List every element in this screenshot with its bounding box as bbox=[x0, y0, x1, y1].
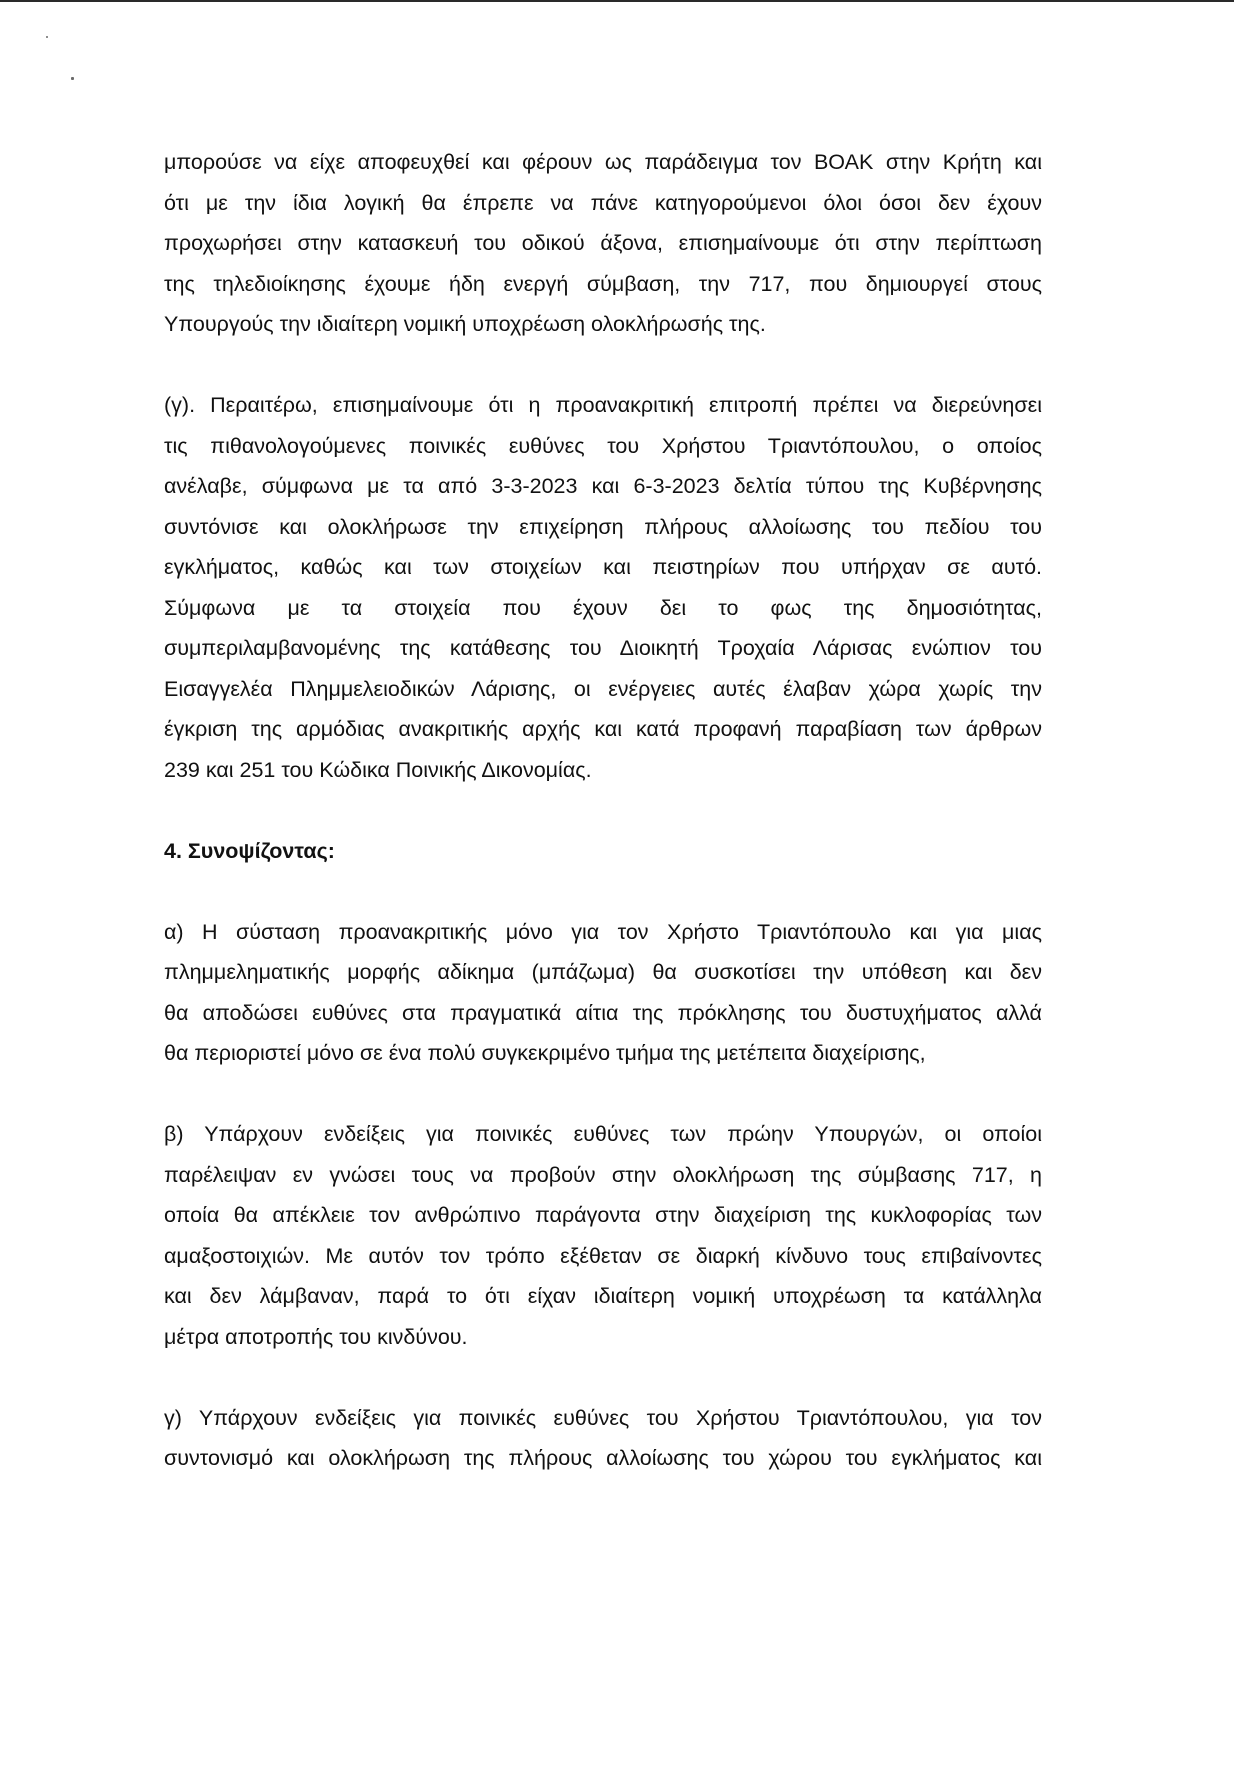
text-line: συντόνισε και ολοκλήρωσε την επιχείρηση πλήρους αλλοίωσης του πεδίου του bbox=[164, 514, 1042, 539]
text-line: (γ). Περαιτέρω, επισημαίνουμε ότι η προανακριτική επιτροπή πρέπει να διερεύνησει bbox=[164, 393, 1042, 417]
paragraph-gap bbox=[164, 790, 1042, 831]
text-line: Εισαγγελέα Πλημμελειοδικών Λάρισης, οι ενέργειες αυτές έλαβαν χώρα χωρίς την bbox=[164, 676, 1042, 701]
text-line: οποία θα απέκλειε τον ανθρώπινο παράγοντα στην διαχείριση της κυκλοφορίας των bbox=[164, 1203, 1042, 1227]
text-line: ανέλαβε, σύμφωνα με τα από 3-3-2023 και 6-3-2023 δελτία τύπου της Κυβέρνησης bbox=[164, 474, 1042, 498]
text-line: παρέλειψαν εν γνώσει τους να προβούν στην ολοκλήρωση της σύμβασης 717, η bbox=[164, 1162, 1042, 1187]
summary-item-b bbox=[164, 1114, 1042, 1357]
text-line: ότι με την ίδια λογική θα έπρεπε να πάνε κατηγορούμενοι όλοι όσοι δεν έχουν bbox=[164, 190, 1042, 215]
paragraph-gap bbox=[164, 1074, 1042, 1115]
text-line: της τηλεδιοίκησης έχουμε ήδη ενεργή σύμβαση, την 717, που δημιουργεί στους bbox=[164, 271, 1042, 296]
section-heading: 4. Συνοψίζοντας: bbox=[164, 838, 335, 863]
paragraph-continuation bbox=[164, 142, 1042, 345]
text-line: προχωρήσει στην κατασκευή του οδικού άξονα, επισημαίνουμε ότι στην περίπτωση bbox=[164, 231, 1042, 255]
scan-speck bbox=[71, 77, 74, 80]
summary-item-a bbox=[164, 912, 1042, 1074]
text-line: α) Η σύσταση προανακριτικής μόνο για τον Χρήστο Τριαντόπουλο και για μιας bbox=[164, 919, 1042, 944]
text-line: θα αποδώσει ευθύνες στα πραγματικά αίτια της πρόκλησης του δυστυχήματος αλλά bbox=[164, 1000, 1042, 1025]
text-line: συντονισμό και ολοκλήρωση της πλήρους αλλοίωσης του χώρου του εγκλήματος και bbox=[164, 1446, 1042, 1470]
scan-top-edge bbox=[0, 0, 1234, 2]
text-line: θα περιοριστεί μόνο σε ένα πολύ συγκεκριμένο τμήμα της μετέπειτα διαχείρισης, bbox=[164, 1041, 926, 1065]
text-line: Σύμφωνα με τα στοιχεία που έχουν δει το φως της δημοσιότητας, bbox=[164, 595, 1042, 620]
paragraph-gap bbox=[164, 345, 1042, 386]
paragraph-gap bbox=[164, 871, 1042, 912]
text-line: και δεν λάμβαναν, παρά το ότι είχαν ιδιαίτερη νομική υποχρέωση τα κατάλληλα bbox=[164, 1284, 1042, 1308]
scan-speck bbox=[46, 36, 48, 38]
text-line: Υπουργούς την ιδιαίτερη νομική υποχρέωση ολοκλήρωσής της. bbox=[164, 312, 766, 336]
text-line: 239 και 251 του Κώδικα Ποινικής Δικονομίας. bbox=[164, 757, 592, 782]
text-line: εγκλήματος, καθώς και των στοιχείων και πειστηρίων που υπήρχαν σε αυτό. bbox=[164, 555, 1042, 579]
text-line: τις πιθανολογούμενες ποινικές ευθύνες του Χρήστου Τριαντόπουλου, ο οποίος bbox=[164, 433, 1042, 458]
text-line: β) Υπάρχουν ενδείξεις για ποινικές ευθύνες των πρώην Υπουργών, οι οποίοι bbox=[164, 1122, 1042, 1146]
summary-item-c bbox=[164, 1398, 1042, 1479]
text-line: πλημμεληματικής μορφής αδίκημα (μπάζωμα) θα συσκοτίσει την υπόθεση και δεν bbox=[164, 960, 1042, 984]
paragraph-gamma bbox=[164, 385, 1042, 790]
text-line: μέτρα αποτροπής του κινδύνου. bbox=[164, 1324, 468, 1349]
text-line: έγκριση της αρμόδιας ανακριτικής αρχής και κατά προφανή παραβίαση των άρθρων bbox=[164, 717, 1042, 741]
text-line: αμαξοστοιχιών. Με αυτόν τον τρόπο εξέθεταν σε διαρκή κίνδυνο τους επιβαίνοντες bbox=[164, 1243, 1042, 1268]
text-line: συμπεριλαμβανομένης της κατάθεσης του Διοικητή Τροχαία Λάρισας ενώπιον του bbox=[164, 636, 1042, 660]
text-line: γ) Υπάρχουν ενδείξεις για ποινικές ευθύνες του Χρήστου Τριαντόπουλου, για τον bbox=[164, 1405, 1042, 1430]
paragraph-gap bbox=[164, 1357, 1042, 1398]
document-body bbox=[164, 142, 1042, 1479]
text-line: μπορούσε να είχε αποφευχθεί και φέρουν ως παράδειγμα τον ΒΟΑΚ στην Κρήτη και bbox=[164, 150, 1042, 174]
